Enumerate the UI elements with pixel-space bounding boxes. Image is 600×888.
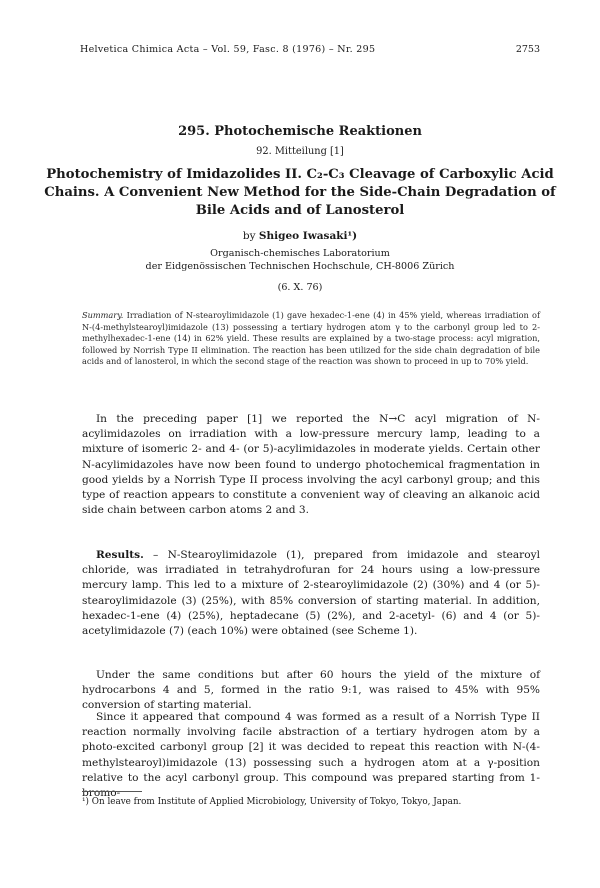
communication-number: 92. Mitteilung [1] (256, 146, 344, 157)
results-heading: Results. (96, 549, 144, 561)
paragraph-norrish: Since it appeared that compound 4 was formed as a result of a Norrish Type II reaction normally involving facile abstraction of a tertiary hydrogen atom by a photo-excited carbonyl group [2] it was decided to repeat this reaction with N-(4-methylstearoyl)imidazole (13) possessing such a hydrogen atom at a γ-position relative to the acyl carbonyl group. This compound was prepared starting from 1-bromo- (82, 711, 540, 800)
author-by: by (242, 230, 256, 242)
page-number: 2753 (515, 44, 540, 55)
author-name: Shigeo Iwasaki¹) (258, 230, 358, 242)
affiliation (0, 247, 600, 273)
paragraph-conditions: Under the same conditions but after 60 hours the yield of the mixture of hydrocarbons 4 and 5, formed in the ratio 9:1, was raised to 45% with 95% conversion of starting material. (82, 669, 540, 712)
article-number-title: 295. Photochemische Reaktionen (178, 124, 422, 139)
footnote-mark: ¹) (82, 797, 89, 807)
results-text: – N-Stearoylimidazole (1), prepared from imidazole and stearoyl chloride, was irradiated in tetrahydrofuran for 24 hours using a low-pressure mercury lamp. This led to a mixture of 2-stearoylimidazole (2) (30%) and 4 (or 5)-stearoylimidazole (3) (25%), with 85% conversion of starting material. In addition, hexadec-1-ene (4) (25%), heptadecane (5) (2%), and 2-acetyl- (6) and 4 (or 5)-acetylimidazole (7) (each 10%) were obtained (see Scheme 1). (82, 549, 540, 638)
article-title: Photochemistry of Imidazolides II. C₂-C₃ Cleavage of Carboxylic Acid Chains. A Convenient New Method for the Side-Chain Degradation of Bile Acids and of Lanosterol (44, 167, 556, 218)
summary-paragraph (82, 310, 540, 368)
paragraph-results (82, 548, 540, 639)
footnote (82, 797, 540, 807)
summary-label: Summary. (82, 310, 124, 320)
summary-text: Irradiation of N-stearoylimidazole (1) gave hexadec-1-ene (4) in 45% yield, whereas irradiation of N-(4-methylstearoyl)imidazole (13) possessing a tertiary hydrogen atom γ to the carbonyl group led to 2-methylhexadec-1-ene (14) in 62% yield. These results are explained by a two-stage process: acyl migration, followed by Norrish Type II elimination. The reaction has been utilized for the side chain degradation of bile acids and of lanosterol, in which the second stage of the reaction was shown to proceed in up to 70% yield. (82, 310, 540, 367)
author-line (0, 230, 600, 242)
paragraph-intro: In the preceding paper [1] we reported the N→C acyl migration of N-acylimidazoles on irradiation with a low-pressure mercury lamp, leading to a mixture of isomeric 2- and 4- (or 5)-acylimidazoles in moderate yields. Certain other N-acylimidazoles have now been found to undergo photochemical fragmentation in good yields by a Norrish Type II process involving the acyl carbonyl group; and this type of reaction appears to constitute a convenient way of cleaving an alkanoic acid side chain between carbon atoms 2 and 3. (82, 413, 540, 517)
footnote-text: On leave from Institute of Applied Microbiology, University of Tokyo, Tokyo, Japan. (91, 797, 462, 807)
received-date: (6. X. 76) (277, 282, 323, 293)
affiliation-line-1: Organisch-chemisches Laboratorium (210, 248, 390, 259)
journal-citation: Helvetica Chimica Acta – Vol. 59, Fasc. 8 (1976) – Nr. 295 (80, 44, 376, 55)
affiliation-line-2: der Eidgenössischen Technischen Hochschule, CH-8006 Zürich (145, 261, 455, 272)
footnote-rule (82, 791, 142, 792)
